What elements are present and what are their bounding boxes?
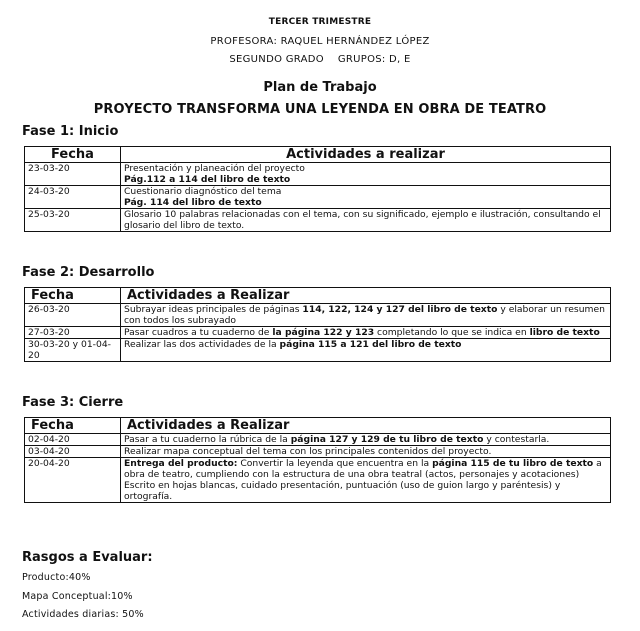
plan-title: Plan de Trabajo (263, 80, 377, 95)
table-row (25, 163, 611, 186)
row-date: 26-03-20 (25, 304, 121, 327)
table-row (25, 327, 611, 339)
table-row (25, 186, 611, 209)
rasgos-title: Rasgos a Evaluar: (22, 550, 153, 565)
phase2-title: Fase 2: Desarrollo (22, 265, 155, 280)
col-header-activity: Actividades a Realizar (121, 288, 611, 304)
row-date: 20-04-20 (25, 458, 121, 503)
rasgo-item: Producto:40% (22, 572, 91, 583)
rasgo-item: Actividades diarias: 50% (22, 609, 144, 620)
row-date: 25-03-20 (25, 209, 121, 232)
row-activity: Glosario 10 palabras relacionadas con el tema, con su significado, ejemplo e ilustración, consultando el glosario del libro de texto. (121, 209, 611, 232)
row-date: 24-03-20 (25, 186, 121, 209)
phase3-title: Fase 3: Cierre (22, 395, 124, 410)
table-row (25, 304, 611, 327)
row-date: 27-03-20 (25, 327, 121, 339)
row-activity: Pasar cuadros a tu cuaderno de la página 122 y 123 completando lo que se indica en libro de texto (121, 327, 611, 339)
table-row (25, 446, 611, 458)
rasgo-item: Mapa Conceptual:10% (22, 591, 133, 602)
row-date: 23-03-20 (25, 163, 121, 186)
table-header-row (25, 288, 611, 304)
grade-groups-line: SEGUNDO GRADO GRUPOS: D, E (229, 54, 411, 65)
term-heading: TERCER TRIMESTRE (268, 17, 372, 27)
table-header-row (25, 147, 611, 163)
phase3-table (24, 417, 611, 503)
row-date: 02-04-20 (25, 434, 121, 446)
row-activity: Realizar mapa conceptual del tema con los principales contenidos del proyecto. (121, 446, 611, 458)
row-activity: Pasar a tu cuaderno la rúbrica de la página 127 y 129 de tu libro de texto y contestarla. (121, 434, 611, 446)
row-activity: Entrega del producto: Convertir la leyenda que encuentra en la página 115 de tu libro de texto a obra de teatro, cumpliendo con la estructura de una obra teatral (actos, personajes y acotaciones) Escrito en hojas blancas, cuidado presentación, puntuación (uso de guion largo y paréntesis) y ortografía. (121, 458, 611, 503)
table-row (25, 458, 611, 503)
col-header-activity: Actividades a realizar (121, 147, 611, 163)
table-header-row (25, 418, 611, 434)
table-row (25, 209, 611, 232)
phase2-table (24, 287, 611, 362)
table-row (25, 434, 611, 446)
project-title: PROYECTO TRANSFORMA UNA LEYENDA EN OBRA DE TEATRO (93, 102, 547, 117)
row-date: 30-03-20 y 01-04-20 (25, 339, 121, 362)
col-header-activity: Actividades a Realizar (121, 418, 611, 434)
row-activity: Subrayar ideas principales de páginas 114, 122, 124 y 127 del libro de texto y elaborar un resumen con todos los subrayado (121, 304, 611, 327)
row-activity: Realizar las dos actividades de la página 115 a 121 del libro de texto (121, 339, 611, 362)
table-row (25, 339, 611, 362)
row-activity: Presentación y planeación del proyecto Pág.112 a 114 del libro de texto (121, 163, 611, 186)
row-date: 03-04-20 (25, 446, 121, 458)
row-activity: Cuestionario diagnóstico del tema Pág. 114 del libro de texto (121, 186, 611, 209)
col-header-date: Fecha (25, 418, 121, 434)
phase1-table (24, 146, 611, 232)
teacher-line: PROFESORA: RAQUEL HERNÁNDEZ LÓPEZ (210, 36, 430, 47)
phase1-title: Fase 1: Inicio (22, 124, 119, 139)
col-header-date: Fecha (25, 147, 121, 163)
col-header-date: Fecha (25, 288, 121, 304)
